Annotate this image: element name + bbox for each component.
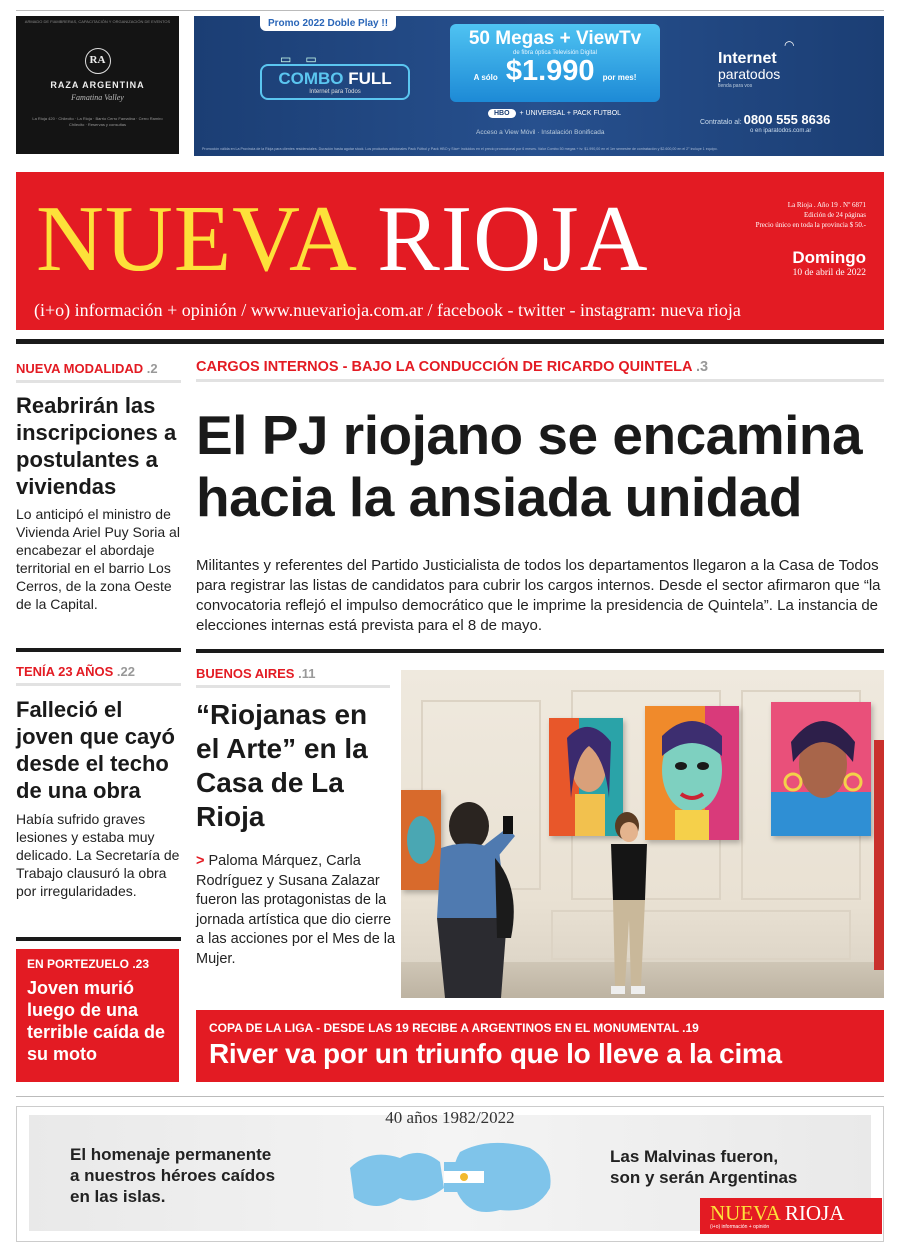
story-headline: Joven murió luego de una terrible caída de su moto bbox=[27, 978, 166, 1064]
megas-offer bbox=[450, 24, 660, 102]
story-kicker: NUEVA MODALIDAD bbox=[16, 361, 144, 376]
masthead-rule bbox=[16, 339, 884, 344]
kicker-rule bbox=[196, 685, 390, 688]
masthead-tagline: (i+o) información + opinión / www.nuevarioja.com.ar / facebook - twitter - instagram: nueva rioja bbox=[34, 300, 741, 320]
raza-tiny-text: ARMADO DE FIAMBRERAS, CAPACITACIÓN Y ORGANIZACIÓN DE EVENTOS bbox=[24, 19, 171, 24]
contact-line bbox=[700, 112, 830, 127]
edition-pages: Edición de 24 páginas bbox=[803, 211, 866, 219]
megas-title: 50 Megas + ViewTv bbox=[468, 28, 642, 49]
kicker-rule bbox=[196, 379, 884, 382]
kicker-rule bbox=[16, 380, 181, 383]
malvinas-years: 40 años 1982/2022 bbox=[385, 1108, 515, 1127]
arrow-icon: > bbox=[196, 853, 205, 869]
brand-c: tienda para vos bbox=[718, 83, 753, 89]
promo-tab: Promo 2022 Doble Play !! bbox=[260, 16, 396, 31]
red-banner bbox=[874, 740, 884, 970]
masthead-title-a: NUEVA bbox=[36, 187, 353, 291]
raza-argentina-ad[interactable] bbox=[16, 16, 179, 154]
malvinas-ad-logo bbox=[700, 1198, 882, 1234]
logo-a: NUEVA bbox=[710, 1201, 780, 1225]
edition-info bbox=[740, 200, 866, 230]
painting-3 bbox=[771, 702, 871, 836]
raza-address: La Rioja 420 · Chilecito · La Rioja · Barrio Cerro Famatina · Cerro Ramiro Chilecito · Reservas y consultas bbox=[32, 116, 163, 127]
main-story-rule bbox=[196, 649, 884, 653]
masthead-title[interactable] bbox=[36, 184, 649, 294]
story-viviendas[interactable] bbox=[16, 361, 181, 613]
combo-title-b: FULL bbox=[348, 69, 392, 88]
price-line bbox=[450, 56, 660, 93]
acceso-text: Acceso a View Móvil · Instalación Bonificada bbox=[476, 129, 605, 136]
arte-page-ref: .11 bbox=[298, 666, 316, 681]
story-kicker: TENÍA 23 AÑOS bbox=[16, 664, 114, 679]
wall-panel bbox=[551, 910, 851, 960]
masthead-title-b: RIOJA bbox=[377, 187, 649, 291]
wifi-icon: ◠ bbox=[784, 38, 795, 52]
main-headline[interactable]: El PJ riojano se encamina hacia la ansiada unidad bbox=[196, 404, 863, 528]
top-rule bbox=[16, 10, 884, 11]
internet-brand bbox=[718, 50, 780, 89]
ad-rule bbox=[16, 1096, 884, 1097]
page-ref: .22 bbox=[116, 664, 135, 679]
malvinas-left-text bbox=[70, 1144, 275, 1207]
combo-title-a: COMBO bbox=[278, 69, 344, 88]
malvinas-right-1: Las Malvinas fueron, bbox=[610, 1147, 779, 1166]
megas-sub: de fibra óptica Televisión Digital bbox=[513, 50, 597, 56]
malvinas-left-3: en las islas. bbox=[70, 1187, 166, 1206]
malvinas-right-text bbox=[610, 1146, 797, 1188]
edition-day: Domingo bbox=[792, 248, 866, 267]
raza-name: RAZA ARGENTINA bbox=[50, 80, 145, 90]
arte-body-block bbox=[196, 852, 396, 969]
price: $1.990 bbox=[505, 55, 595, 87]
malvinas-left-1: El homenaje permanente bbox=[70, 1145, 272, 1164]
river-kicker: COPA DE LA LIGA - DESDE LAS 19 RECIBE A ARGENTINOS EN EL MONUMENTAL .19 bbox=[209, 1021, 699, 1035]
story-portezuelo[interactable] bbox=[16, 949, 179, 1082]
gallery-photo[interactable] bbox=[401, 670, 884, 998]
price-suffix: por mes! bbox=[602, 73, 637, 82]
river-headline: River va por un triunfo que lo lleve a la cima bbox=[209, 1038, 782, 1069]
raza-logo: RA bbox=[85, 48, 111, 74]
story-body: Lo anticipó el ministro de Vivienda Ariel Puy Soria al encabezar el abordaje territorial en el barrio Los Cerros, de la zona Oeste de la Capital. bbox=[16, 506, 180, 612]
visitor-photographer bbox=[411, 798, 531, 998]
arte-headline[interactable]: “Riojanas en el Arte” en la Casa de La Rioja bbox=[196, 699, 368, 832]
contact-phone[interactable]: 0800 555 8636 bbox=[743, 112, 831, 127]
story-river[interactable] bbox=[196, 1010, 884, 1082]
edition-price: Precio único en toda la provincia $ 50.- bbox=[755, 221, 866, 229]
arte-kicker-block bbox=[196, 666, 390, 688]
hbo-badge: HBO bbox=[488, 109, 516, 118]
logo-b: RIOJA bbox=[784, 1201, 845, 1225]
laptop-icon: ▭▭ bbox=[280, 52, 331, 66]
universal-badge: + UNIVERSAL bbox=[519, 110, 565, 117]
edition-date: 10 de abril de 2022 bbox=[792, 268, 866, 278]
story-kicker: EN PORTEZUELO .23 bbox=[27, 957, 150, 971]
ad-legal-text: Promoción válida en La Provincia de la Rioja para clientes residenciales. Duración hasta agotar stock. Los productos adicionales Pack Fútbol y Pack HBO y Star+ incluidos en el precio promocional por 6 meses. Valor Combo 50 megas + tv: $1.990,00 en el 1er semestre de contratación y $2.600,00 en el 2° incluye 1 equipo. bbox=[202, 147, 718, 151]
contact-label: Contratalo al: bbox=[700, 119, 742, 126]
internet-ad[interactable] bbox=[194, 16, 884, 156]
main-page-ref: .3 bbox=[696, 359, 709, 375]
story-body: Había sufrido graves lesiones y estaba muy delicado. La Secretaría de Trabajo clausuró la obra por irregularidades. bbox=[16, 811, 180, 899]
logo-sub: (i+o) información + opinión bbox=[710, 1224, 770, 1230]
story-headline: Falleció el joven que cayó desde el techo de una obra bbox=[16, 697, 175, 803]
arte-kicker: BUENOS AIRES bbox=[196, 666, 295, 681]
pack-futbol-badge: + PACK FUTBOL bbox=[566, 110, 622, 117]
brand-a: Internet bbox=[718, 50, 777, 67]
story-headline: Reabrirán las inscripciones a postulantes a viviendas bbox=[16, 393, 177, 499]
contact-web[interactable]: o en iparatodos.com.ar bbox=[750, 128, 812, 134]
page-ref: .2 bbox=[146, 361, 158, 376]
arte-body: Paloma Márquez, Carla Rodríguez y Susana Zalazar fueron las protagonistas de la jornada artística que dio cierre a las acciones por el Mes de la Mujer. bbox=[196, 853, 396, 967]
main-story-kicker-block bbox=[196, 359, 884, 382]
raza-subname: Famatina Valley bbox=[71, 93, 124, 102]
main-body: Militantes y referentes del Partido Justicialista de todos los departamentos llegaron a la Casa de Todos para registrar las listas de candidatos para cubrir los cargos internos. Desde el sector afirmaron que “la convocatoria reflejó el impulso democrático que le imprime la presidencia de Quintela”. La instancia de elecciones internas está prevista para el 8 de mayo. bbox=[196, 557, 881, 634]
channel-packs bbox=[486, 110, 621, 117]
left-column-rule bbox=[16, 648, 181, 652]
edition-number: La Rioja . Año 19 . Nº 6871 bbox=[787, 201, 866, 209]
malvinas-right-2: son y serán Argentinas bbox=[610, 1168, 798, 1187]
combo-sub: Internet para Todos bbox=[309, 89, 361, 95]
combo-full-badge bbox=[260, 64, 410, 100]
visitor-child bbox=[601, 810, 661, 998]
masthead bbox=[16, 172, 884, 330]
left-column-rule bbox=[16, 937, 181, 941]
kicker-rule bbox=[16, 683, 181, 686]
price-prefix: A sólo bbox=[473, 73, 498, 82]
brand-b: paratodos bbox=[718, 66, 781, 82]
malvinas-left-2: a nuestros héroes caídos bbox=[70, 1166, 276, 1185]
malvinas-islands-map bbox=[340, 1128, 570, 1232]
story-fallecio[interactable] bbox=[16, 664, 181, 900]
main-kicker: CARGOS INTERNOS - BAJO LA CONDUCCIÓN DE RICARDO QUINTELA bbox=[196, 359, 692, 375]
